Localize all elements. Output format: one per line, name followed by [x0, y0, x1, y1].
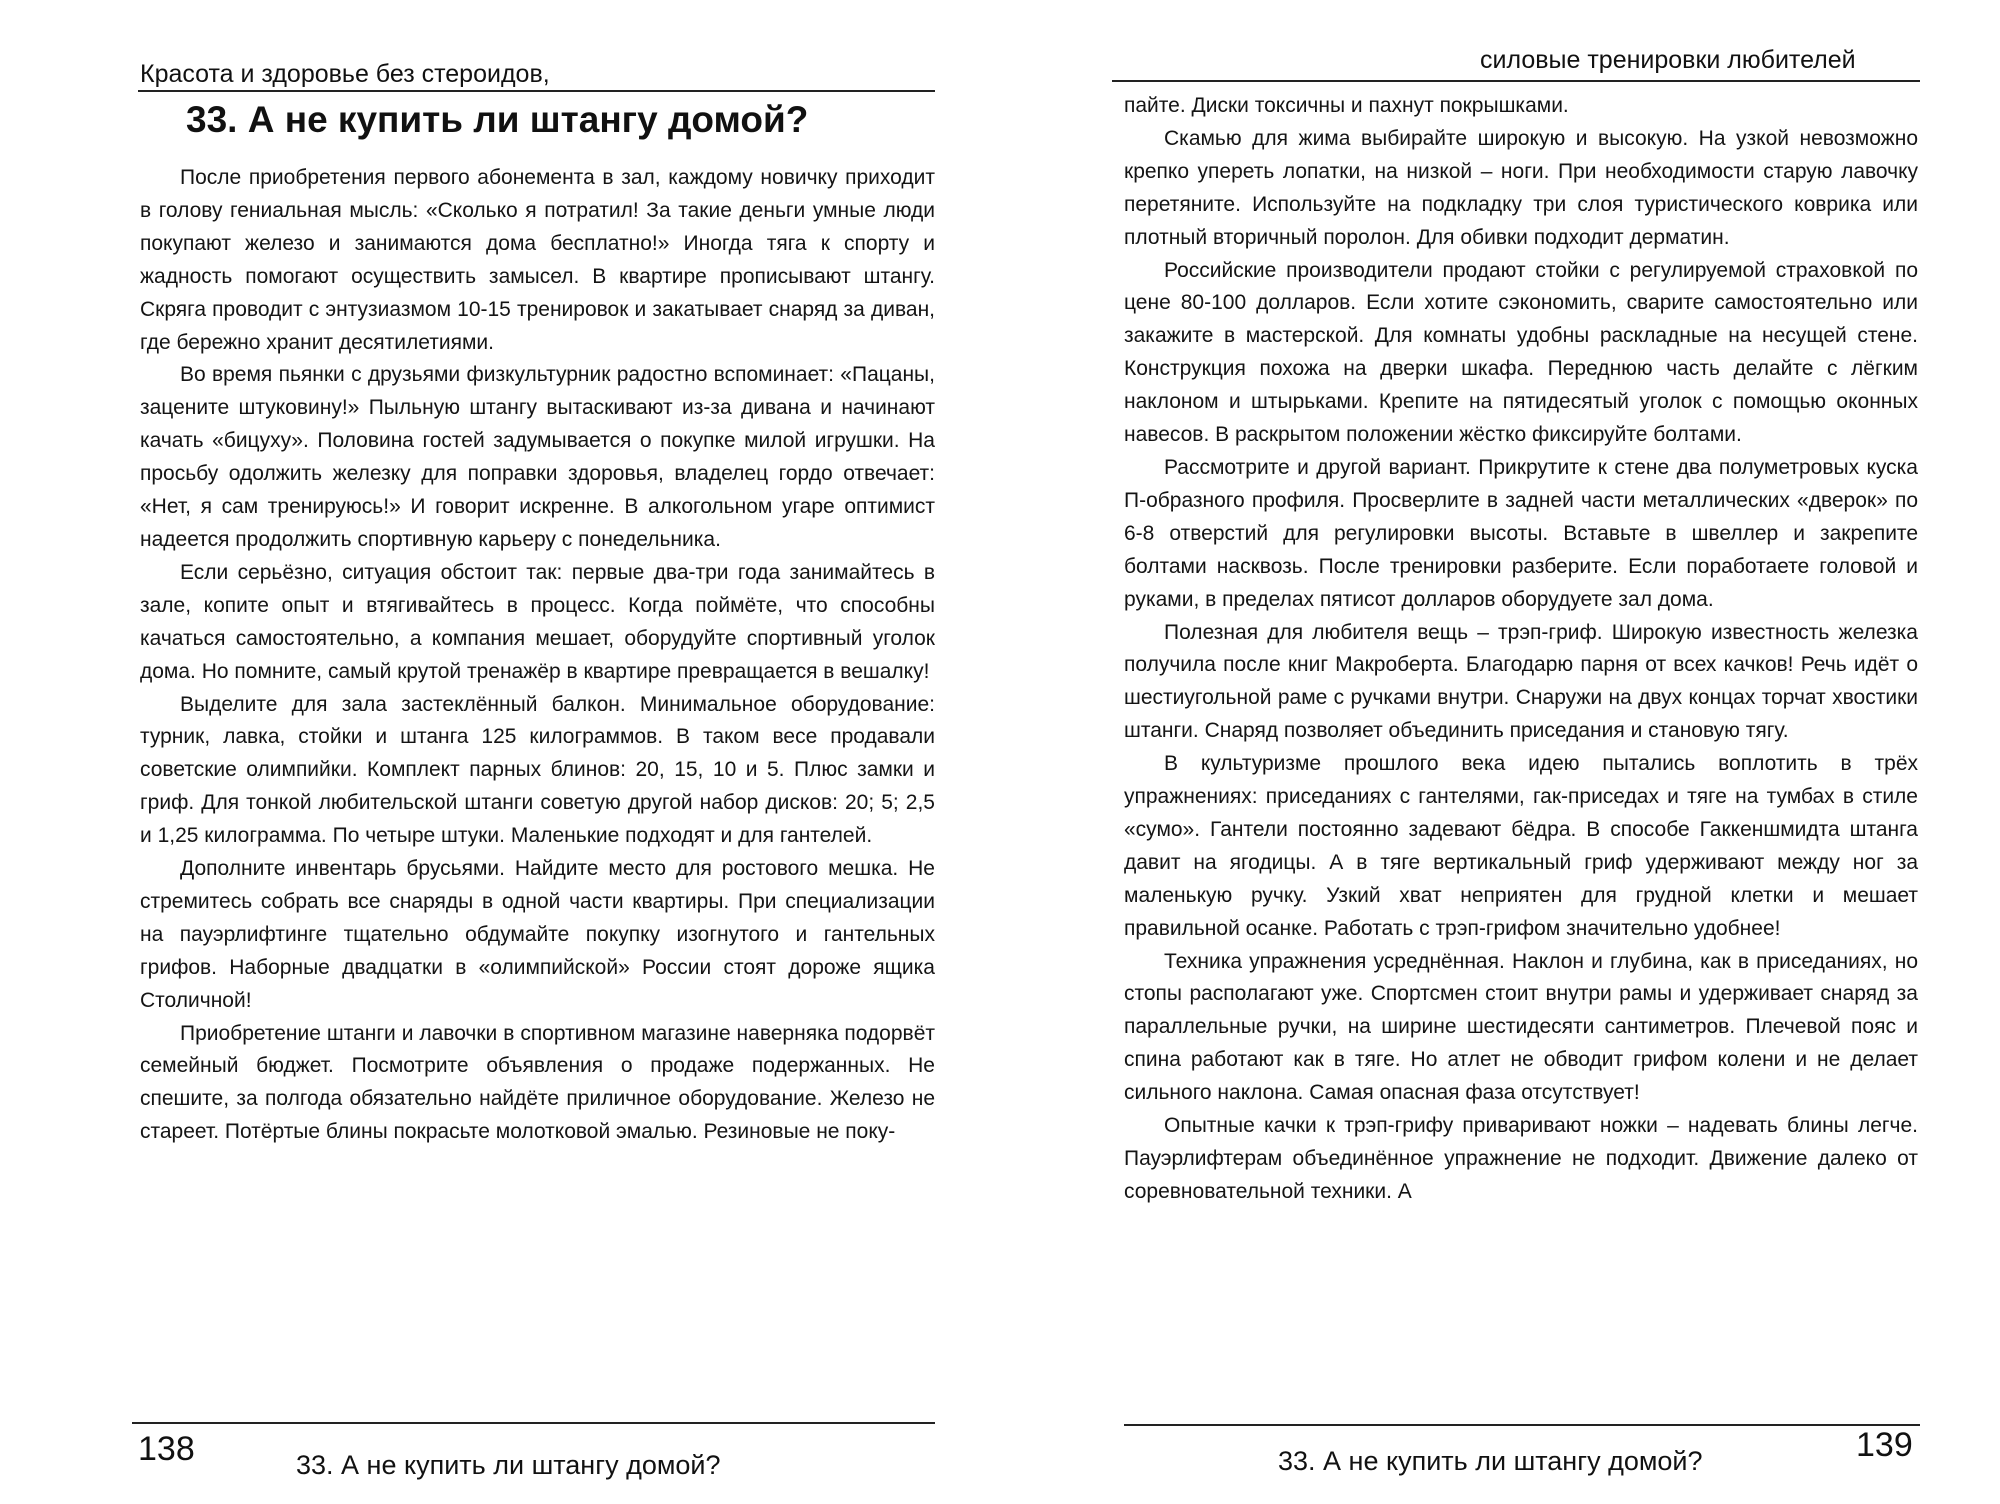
paragraph: Приобретение штанги и лавочки в спортивном магазине наверняка подорвёт семейный бюджет. Посмотрите объявления о продаже подержанных. Не спешите, за полгода обязательно найдёте приличное оборудование. Железо не стареет. Потёртые блины покрасьте молотковой эмалью. Резиновые не поку- — [140, 1021, 935, 1144]
paragraph: Дополните инвентарь брусьями. Найдите место для ростового мешка. Не стремитесь собрать все снаряды в одной части квартиры. При специализации на пауэрлифтинге тщательно обдумайте покупку изогнутого и гантельных грифов. Наборные двадцатки в «олимпийской» России стоят дороже ящика Столичной! — [140, 857, 935, 1012]
paragraph: В культуризме прошлого века идею пытались воплотить в трёх упражнениях: приседаниях с гантелями, гак-приседах и тяге на тумбах в стиле «сумо». Гантели постоянно задевают бёдра. В способе Гаккеншмидта штанга давит на ягодицы. А в тяге вертикальный гриф удерживают между ног за маленькую ручку. Узкий хват неприятен для грудной клетки и мешает правильной осанке. Работать с трэп-грифом значительно удобнее! — [1124, 752, 1918, 940]
right-running-head: силовые тренировки любителей — [1480, 46, 1856, 74]
paragraph: Выделите для зала застеклённый балкон. Минимальное оборудование: турник, лавка, стойки и штанга 125 килограммов. В таком весе продавали советские олимпийки. Комплект парных блинов: 20, 15, 10 и 5. Плюс замки и гриф. Для тонкой любительской штанги советую другой набор дисков: 20; 5; 2,5 и 1,25 килограмма. По четыре штуки. Маленькие подходят и для гантелей. — [140, 692, 935, 848]
paragraph: Полезная для любителя вещь – трэп-гриф. Широкую известность железка получила после книг Макроберта. Благодарю парня от всех качков! Речь идёт о шестиугольной раме с ручками внутри. Снаружи на двух концах торчат хвостики штанги. Снаряд позволяет объединить приседания и становую тягу. — [1124, 620, 1918, 743]
right-body-text — [1124, 90, 1918, 1209]
left-body-text — [140, 162, 935, 1149]
right-footer-rule — [1124, 1424, 1920, 1426]
left-footer-rule — [132, 1422, 935, 1424]
paragraph: Российские производители продают стойки с регулируемой страховкой по цене 80-100 долларов. Если хотите сэкономить, сварите самостоятельно или закажите в мастерской. Для комнаты удобны раскладные на несущей стене. Конструкция похожа на дверки шкафа. Переднюю часть делайте с лёгким наклоном и штырьками. Крепите на пятидесятый уголок с помощью оконных навесов. В раскрытом положении жёстко фиксируйте болтами. — [1124, 258, 1918, 447]
left-page-number: 138 — [138, 1430, 195, 1468]
left-header-rule — [138, 90, 935, 92]
paragraph: Рассмотрите и другой вариант. Прикрутите к стене два полуметровых куска П-образного профиля. Просверлите в задней части металлических «дверок» по 6-8 отверстий для регулировки высоты. Вставьте в швеллер и закрепите болтами насквозь. После тренировки разберите. Если поработаете головой и руками, в пределах пятисот долларов оборудуете зал дома. — [1124, 455, 1918, 611]
paragraph: Во время пьянки с друзьями физкультурник радостно вспоминает: «Пацаны, зацените штуковину!» Пыльную штангу вытаскивают из-за дивана и начинают качать «бицуху». Половина гостей задумывается о покупке милой игрушки. На просьбу одолжить железку для поправки здоровья, владелец гордо отвечает: «Нет, я сам тренируюсь!» И говорит искренне. В алкогольном угаре оптимист надеется продолжить спортивную карьеру с понедельника. — [140, 363, 935, 551]
left-footer-title: 33. А не купить ли штангу домой? — [296, 1450, 721, 1480]
paragraph: пайте. Диски токсичны и пахнут покрышками. — [1124, 94, 1569, 117]
left-running-head: Красота и здоровье без стероидов, — [140, 60, 550, 88]
chapter-title: 33. А не купить ли штангу домой? — [186, 99, 809, 140]
right-page — [1000, 0, 2000, 1504]
right-page-number: 139 — [1856, 1426, 1913, 1464]
paragraph: Скамью для жима выбирайте широкую и высокую. На узкой невозможно крепко упереть лопатки, на низкой – ноги. При необходимости старую лавочку перетяните. Используйте на подкладку три слоя туристического коврика или плотный вторичный поролон. Для обивки подходит дерматин. — [1124, 126, 1918, 249]
paragraph: Опытные качки к трэп-грифу приваривают ножки – надевать блины легче. Пауэрлифтерам объединённое упражнение не подходит. Движение далеко от соревновательной техники. А — [1124, 1114, 1918, 1203]
right-header-rule — [1112, 80, 1920, 82]
paragraph: Техника упражнения усреднённая. Наклон и глубина, как в приседаниях, но стопы располагают уже. Спортсмен стоит внутри рамы и удерживает снаряд за параллельные ручки, на ширине шестидесяти сантиметров. Плечевой пояс и спина работают как в тяге. Но атлет не обводит грифом колени и не делает сильного наклона. Самая опасная фаза отсутствует! — [1124, 949, 1918, 1105]
paragraph: Если серьёзно, ситуация обстоит так: первые два-три года занимайтесь в зале, копите опыт и втягивайтесь в процесс. Когда поймёте, что способны качаться самостоятельно, а компания мешает, оборудуйте спортивный уголок дома. Но помните, самый крутой тренажёр в квартире превращается в вешалку! — [140, 560, 935, 683]
right-footer-title: 33. А не купить ли штангу домой? — [1278, 1446, 1703, 1476]
paragraph: После приобретения первого абонемента в зал, каждому новичку приходит в голову гениальная мысль: «Сколько я потратил! За такие деньги умные люди покупают железо и занимаются дома бесплатно!» Иногда тяга к спорту и жадность помогают осуществить замысел. В квартире прописывают штангу. Скряга проводит с энтузиазмом 10-15 тренировок и закатывает снаряд за диван, где бережно хранит десятилетиями. — [140, 166, 935, 354]
